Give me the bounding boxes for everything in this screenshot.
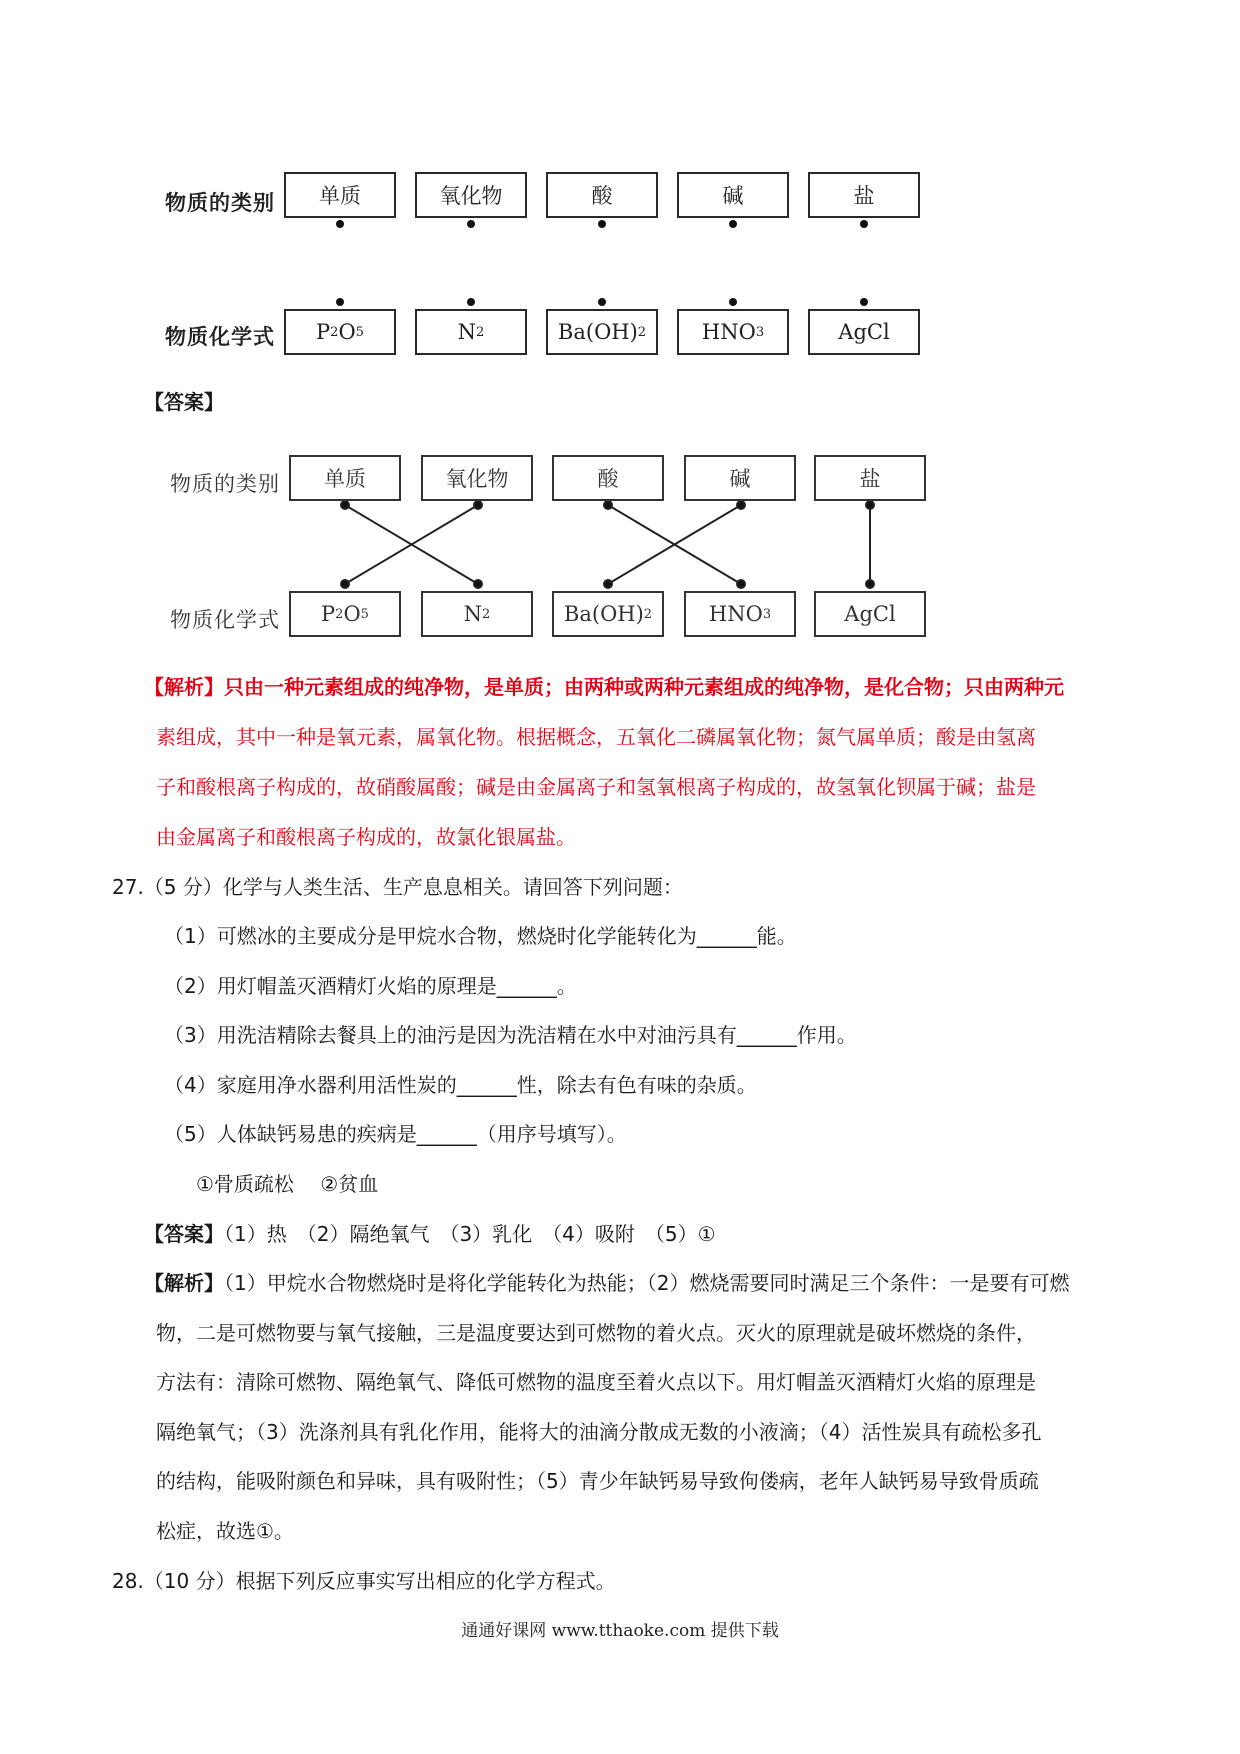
q27-analysis-line-4: 隔绝氧气；（3）洗涤剂具有乳化作用，能将大的油滴分散成无数的小液滴；（4）活性炭具有疏松多孔 bbox=[156, 1420, 1042, 1444]
answer-dot bbox=[341, 580, 349, 588]
answer-dot bbox=[737, 501, 745, 509]
answer-formula-box-p2o5: P 2 O 5 bbox=[289, 591, 401, 637]
category-box-salt: 盐 bbox=[808, 172, 920, 218]
formula-row-label: 物质化学式 bbox=[165, 325, 275, 349]
answer-dot bbox=[866, 580, 874, 588]
q27-item-4: （4）家庭用净水器利用活性炭的______性，除去有色有味的杂质。 bbox=[164, 1073, 757, 1097]
q28-title: 28.（10 分）根据下列反应事实写出相应的化学方程式。 bbox=[112, 1569, 616, 1593]
answer-category-box-salt: 盐 bbox=[814, 455, 926, 501]
answer-dot bbox=[737, 580, 745, 588]
q27-item-1: （1）可燃冰的主要成分是甲烷水合物，燃烧时化学能转化为______能。 bbox=[164, 924, 797, 948]
category-box-oxide: 氧化物 bbox=[415, 172, 527, 218]
formula-box-n2: N 2 bbox=[415, 309, 527, 355]
q27-item-3: （3）用洗洁精除去餐具上的油污是因为洗洁精在水中对油污具有______作用。 bbox=[164, 1023, 857, 1047]
formula-box-hno3: HNO 3 bbox=[677, 309, 789, 355]
formula-box-baoh2: Ba(OH) 2 bbox=[546, 309, 658, 355]
answer-dot bbox=[604, 580, 612, 588]
q27-item-2: （2）用灯帽盖灭酒精灯火焰的原理是______。 bbox=[164, 974, 577, 998]
answer-formula-box-hno3: HNO 3 bbox=[684, 591, 796, 637]
q27-analysis-line-1: 【解析】（1）甲烷水合物燃烧时是将化学能转化为热能；（2）燃烧需要同时满足三个条件：一是要有可燃 bbox=[144, 1271, 1070, 1295]
analysis-26-line-3: 子和酸根离子构成的，故硝酸属酸；碱是由金属离子和氢氧根离子构成的，故氢氧化钡属于碱；盐是 bbox=[156, 775, 1036, 799]
formula-box-p2o5: P 2 O 5 bbox=[284, 309, 396, 355]
answer-category-box-elemental: 单质 bbox=[289, 455, 401, 501]
q27-options: ①骨质疏松 ②贫血 bbox=[196, 1172, 379, 1196]
answer-category-box-acid: 酸 bbox=[552, 455, 664, 501]
q27-title: 27.（5 分）化学与人类生活、生产息息相关。请回答下列问题： bbox=[112, 875, 683, 899]
answer-dot bbox=[474, 501, 482, 509]
answer-dot bbox=[604, 501, 612, 509]
page-footer: 通通好课网 www.tthaoke.com 提供下载 bbox=[461, 1621, 779, 1641]
formula-box-agcl: AgCl bbox=[808, 309, 920, 355]
q27-analysis-line-6: 松症，故选①。 bbox=[156, 1519, 294, 1543]
category-box-acid: 酸 bbox=[546, 172, 658, 218]
analysis-26-line-1: 【解析】只由一种元素组成的纯净物，是单质；由两种或两种元素组成的纯净物，是化合物；只由两种元 bbox=[144, 675, 1064, 699]
analysis-26-prefix: 【解析】 bbox=[144, 675, 224, 699]
q27-answer-prefix: 【答案】 bbox=[144, 1222, 224, 1246]
q27-analysis-prefix: 【解析】 bbox=[144, 1271, 224, 1295]
answer-category-box-base: 碱 bbox=[684, 455, 796, 501]
analysis-26-line-4: 由金属离子和酸根离子构成的，故氯化银属盐。 bbox=[156, 825, 576, 849]
category-row-label: 物质的类别 bbox=[165, 191, 275, 215]
answer-formula-row-label: 物质化学式 bbox=[170, 608, 280, 632]
q27-answer: 【答案】（1）热 （2）隔绝氧气 （3）乳化 （4）吸附 （5）① bbox=[144, 1222, 716, 1246]
analysis-26-line-2: 素组成，其中一种是氧元素，属氧化物。根据概念，五氧化二磷属氧化物；氮气属单质；酸是由氢离 bbox=[156, 725, 1036, 749]
q27-item-5: （5）人体缺钙易患的疾病是______（用序号填写）。 bbox=[164, 1122, 627, 1146]
answer-category-row-label: 物质的类别 bbox=[170, 472, 280, 496]
answer-dot bbox=[474, 580, 482, 588]
q27-analysis-line-2: 物，二是可燃物要与氧气接触，三是温度要达到可燃物的着火点。灭火的原理就是破坏燃烧的条件， bbox=[156, 1321, 1036, 1345]
answer-dot bbox=[866, 501, 874, 509]
answer-dot bbox=[341, 501, 349, 509]
q27-analysis-line-3: 方法有：清除可燃物、隔绝氧气、降低可燃物的温度至着火点以下。用灯帽盖灭酒精灯火焰的原理是 bbox=[156, 1370, 1036, 1394]
category-box-base: 碱 bbox=[677, 172, 789, 218]
answer-label: 【答案】 bbox=[144, 390, 224, 414]
q27-analysis-line-5: 的结构，能吸附颜色和异味，具有吸附性；（5）青少年缺钙易导致佝偻病，老年人缺钙易导致骨质疏 bbox=[156, 1469, 1039, 1493]
answer-category-box-oxide: 氧化物 bbox=[421, 455, 533, 501]
answer-formula-box-baoh2: Ba(OH) 2 bbox=[552, 591, 664, 637]
answer-formula-box-n2: N 2 bbox=[421, 591, 533, 637]
category-box-elemental: 单质 bbox=[284, 172, 396, 218]
answer-formula-box-agcl: AgCl bbox=[814, 591, 926, 637]
